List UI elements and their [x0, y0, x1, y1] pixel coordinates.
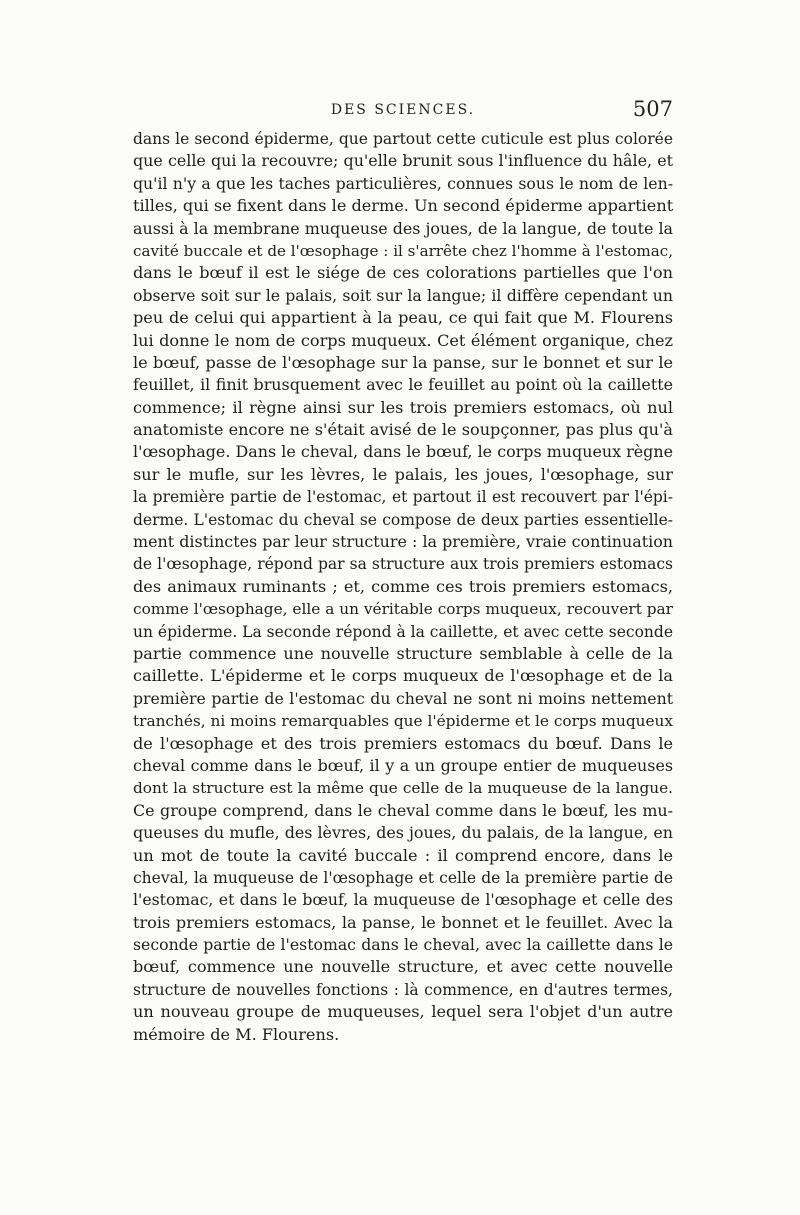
text-line: seconde partie de l'estomac dans le cheval, avec la caillette dans le — [133, 935, 673, 955]
text-line: observe soit sur le palais, soit sur la langue; il diffère cependant un — [133, 285, 673, 305]
text-line: dans le second épiderme, que partout cette cuticule est plus colorée — [133, 130, 673, 148]
text-line: derme. L'estomac du cheval se compose de deux parties essentielle- — [133, 510, 673, 529]
text-line: qu'il n'y a que les taches particulières, connues sous le nom de len- — [133, 173, 673, 193]
text-line: tilles, qui se fixent dans le derme. Un second épiderme appartient — [133, 196, 673, 216]
text-line: l'estomac, et dans le bœuf, la muqueuse de l'œsophage et celle des — [133, 890, 673, 910]
text-line: Ce groupe comprend, dans le cheval comme dans le bœuf, les mu- — [133, 800, 673, 820]
text-line: trois premiers estomacs, la panse, le bonnet et le feuillet. Avec la — [133, 912, 673, 932]
text-line: cavité buccale et de l'œsophage : il s'arrête chez l'homme à l'estomac, — [133, 241, 673, 260]
text-line: le bœuf, passe de l'œsophage sur la panse, sur le bonnet et sur le — [133, 352, 673, 372]
text-line: de l'œsophage, répond par sa structure aux trois premiers estomacs — [133, 555, 673, 574]
text-line: queuses du mufle, des lèvres, des joues, du palais, de la langue, en — [133, 823, 673, 843]
text-line: ment distinctes par leur structure : la première, vraie continuation — [133, 532, 673, 552]
text-line: structure de nouvelles fonctions : là commence, en d'autres termes, — [133, 980, 673, 999]
text-line: peu de celui qui appartient à la peau, ce qui fait que M. Flourens — [133, 308, 673, 328]
text-line: que celle qui la recouvre; qu'elle brunit sous l'influence du hâle, et — [133, 151, 673, 171]
text-line: tranchés, ni moins remarquables que l'épiderme et le corps muqueux — [133, 712, 673, 731]
text-line: un mot de toute la cavité buccale : il comprend encore, dans le — [133, 845, 673, 865]
text-line: cheval comme dans le bœuf, il y a un groupe entier de muqueuses — [133, 755, 673, 775]
text-line: comme l'œsophage, elle a un véritable corps muqueux, recouvert par — [133, 600, 673, 619]
text-line: partie commence une nouvelle structure semblable à celle de la — [133, 643, 673, 663]
running-head — [133, 97, 673, 126]
text-line: l'œsophage. Dans le cheval, dans le bœuf, le corps muqueux règne — [133, 442, 673, 462]
text-line: un nouveau groupe de muqueuses, lequel sera l'objet d'un autre — [133, 1002, 673, 1022]
text-line: lui donne le nom de corps muqueux. Cet élément organique, chez — [133, 330, 673, 350]
text-line: un épiderme. La seconde répond à la caillette, et avec cette seconde — [133, 622, 673, 641]
page-number: 507 — [632, 97, 673, 121]
text-line: feuillet, il finit brusquement avec le feuillet au point où la caillette — [133, 375, 673, 395]
text-line: sur le mufle, sur les lèvres, le palais, les joues, l'œsophage, sur — [133, 464, 673, 484]
text-line: bœuf, commence une nouvelle structure, et avec cette nouvelle — [133, 957, 673, 977]
text-line: commence; il règne ainsi sur les trois premiers estomacs, où nul — [133, 397, 673, 417]
text-line: première partie de l'estomac du cheval ne sont ni moins nettement — [133, 688, 673, 708]
text-line: de l'œsophage et des trois premiers estomacs du bœuf. Dans le — [133, 733, 673, 753]
text-line: aussi à la membrane muqueuse des joues, de la langue, de toute la — [133, 218, 673, 238]
text-line: cheval, la muqueuse de l'œsophage et celle de la première partie de — [133, 868, 673, 887]
text-line: anatomiste encore ne s'était avisé de le soupçonner, pas plus qu'à — [133, 420, 673, 440]
text-line: mémoire de M. Flourens. — [133, 1024, 340, 1044]
text-line: des animaux ruminants ; et, comme ces trois premiers estomacs, — [133, 576, 673, 596]
running-title: DES SCIENCES. — [330, 102, 476, 118]
text-line: caillette. L'épiderme et le corps muqueux de l'œsophage et de la — [133, 666, 673, 686]
text-line: la première partie de l'estomac, et partout il est recouvert par l'épi- — [133, 488, 673, 507]
text-line: dont la structure est la même que celle de la muqueuse de la langue. — [133, 779, 673, 798]
body-text — [133, 128, 673, 1046]
text-line: dans le bœuf il est le siége de ces colorations partielles que l'on — [133, 263, 673, 283]
